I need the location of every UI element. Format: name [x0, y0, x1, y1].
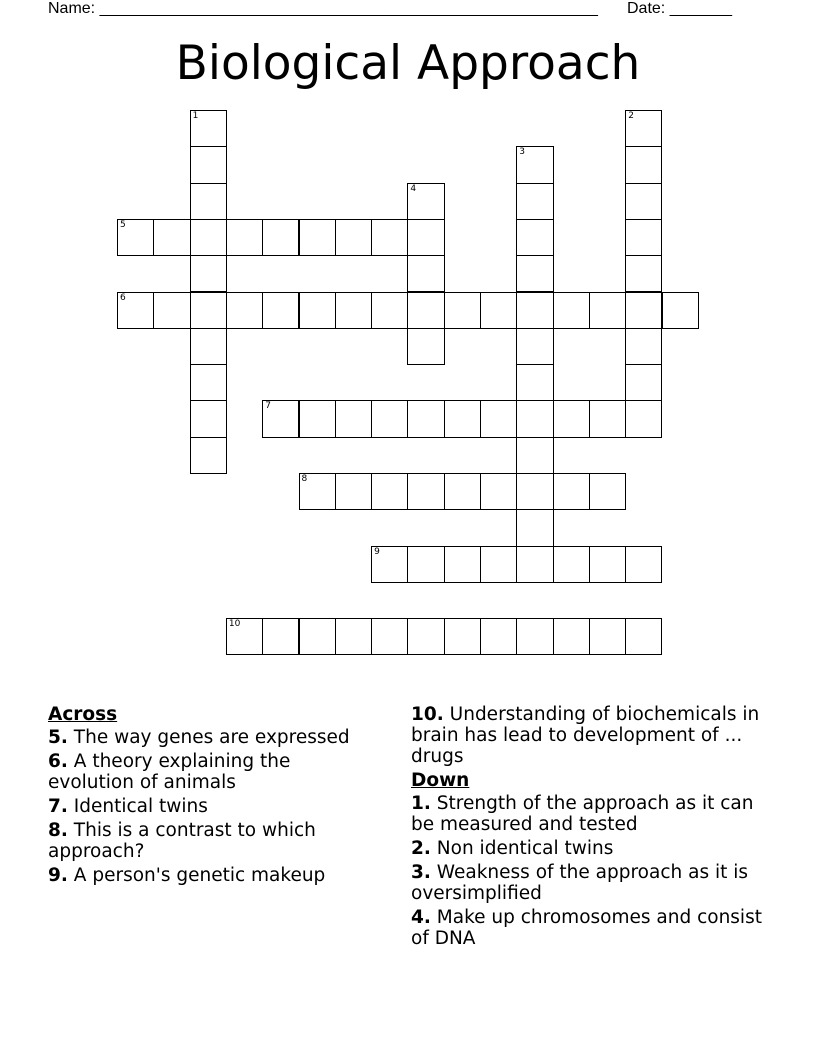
clue-number: 1.	[411, 793, 431, 814]
grid-cell[interactable]	[117, 292, 154, 329]
grid-cell[interactable]	[480, 473, 517, 510]
grid-cell[interactable]	[299, 292, 336, 329]
grid-cell[interactable]	[480, 618, 517, 655]
clue-number: 3.	[411, 862, 431, 883]
grid-cell[interactable]	[371, 473, 408, 510]
clue-across-7	[48, 796, 378, 817]
grid-cell[interactable]	[407, 328, 444, 365]
grid-cell[interactable]	[625, 292, 662, 329]
cell-number: 5	[120, 219, 126, 230]
clue-down-4	[411, 907, 771, 949]
cell-number: 6	[120, 292, 126, 303]
grid-cell[interactable]	[625, 110, 662, 147]
grid-cell[interactable]	[553, 400, 590, 437]
grid-cell[interactable]	[625, 618, 662, 655]
grid-cell[interactable]	[625, 183, 662, 220]
grid-cell[interactable]	[480, 400, 517, 437]
clues-column-right	[411, 704, 771, 952]
cell-number: 8	[301, 474, 308, 484]
clue-text: Non identical twins	[436, 838, 614, 859]
grid-cell[interactable]	[335, 219, 372, 256]
clue-text: Strength of the approach as it can be measured and tested	[411, 793, 754, 835]
clue-number: 10.	[411, 704, 444, 725]
grid-cell[interactable]	[299, 400, 336, 437]
grid-cell[interactable]	[553, 292, 590, 329]
grid-cell[interactable]	[226, 292, 263, 329]
clue-text: A person's genetic makeup	[73, 865, 326, 886]
grid-cell[interactable]	[190, 219, 227, 256]
clue-number: 7.	[48, 796, 68, 817]
grid-cell[interactable]	[190, 328, 227, 365]
clue-across-5	[48, 727, 378, 748]
grid-cell[interactable]	[407, 292, 444, 329]
grid-cell[interactable]	[407, 219, 444, 256]
grid-cell[interactable]	[262, 219, 299, 256]
grid-cell[interactable]	[190, 292, 227, 329]
grid-cell[interactable]	[516, 473, 553, 510]
grid-cell[interactable]	[299, 219, 336, 256]
grid-cell[interactable]	[407, 400, 444, 437]
grid-cell[interactable]	[407, 255, 444, 292]
clue-text: Make up chromosomes and consist of DNA	[411, 907, 762, 949]
grid-cell[interactable]	[371, 618, 408, 655]
clue-text: Identical twins	[73, 796, 208, 817]
grid-cell[interactable]	[190, 146, 227, 183]
grid-cell[interactable]	[299, 473, 336, 510]
grid-cell[interactable]	[516, 219, 553, 256]
clue-number: 5.	[48, 727, 68, 748]
grid-cell[interactable]	[371, 219, 408, 256]
grid-cell[interactable]	[516, 618, 553, 655]
grid-cell[interactable]	[335, 400, 372, 437]
grid-cell[interactable]	[516, 255, 553, 292]
clue-number: 6.	[48, 751, 68, 772]
grid-cell[interactable]	[190, 110, 227, 147]
clue-text: The way genes are expressed	[73, 727, 350, 748]
grid-cell[interactable]	[516, 437, 553, 474]
down-heading: Down	[411, 770, 470, 791]
grid-cell[interactable]	[625, 219, 662, 256]
cell-number: 9	[374, 546, 380, 557]
grid-cell[interactable]	[589, 546, 626, 583]
puzzle-title: Biological Approach	[175, 36, 641, 91]
clue-text: A theory explaining the evolution of animals	[48, 751, 291, 793]
grid-cell[interactable]	[335, 618, 372, 655]
grid-cell[interactable]	[226, 618, 263, 655]
grid-cell[interactable]	[407, 473, 444, 510]
grid-cell[interactable]	[407, 546, 444, 583]
grid-cell[interactable]	[117, 219, 154, 256]
clue-down-2	[411, 838, 771, 859]
clue-text: Weakness of the approach as it is oversimplified	[411, 862, 749, 904]
grid-cell[interactable]	[444, 618, 481, 655]
grid-cell[interactable]	[153, 219, 190, 256]
date-field-label: Date: _______	[627, 0, 732, 17]
cell-number: 1	[192, 111, 199, 121]
clue-text: Understanding of biochemicals in brain has lead to development of ... drugs	[411, 704, 760, 767]
grid-cell[interactable]	[226, 219, 263, 256]
grid-cell[interactable]	[444, 473, 481, 510]
grid-cell[interactable]	[625, 364, 662, 401]
cell-number: 2	[628, 111, 634, 121]
grid-cell[interactable]	[516, 292, 553, 329]
grid-cell[interactable]	[190, 183, 227, 220]
clue-number: 4.	[411, 907, 431, 928]
grid-cell[interactable]	[190, 364, 227, 401]
grid-cell[interactable]	[516, 328, 553, 365]
grid-cell[interactable]	[371, 400, 408, 437]
grid-cell[interactable]	[553, 546, 590, 583]
grid-cell[interactable]	[589, 292, 626, 329]
grid-cell[interactable]	[371, 546, 408, 583]
grid-cell[interactable]	[625, 546, 662, 583]
clue-down-1	[411, 793, 771, 835]
grid-cell[interactable]	[589, 400, 626, 437]
clue-across-10	[411, 704, 771, 767]
grid-cell[interactable]	[553, 618, 590, 655]
grid-cell[interactable]	[625, 255, 662, 292]
grid-cell[interactable]	[190, 437, 227, 474]
grid-cell[interactable]	[444, 400, 481, 437]
grid-cell[interactable]	[444, 292, 481, 329]
grid-cell[interactable]	[262, 618, 299, 655]
grid-cell[interactable]	[589, 473, 626, 510]
cell-number: 10	[228, 619, 241, 630]
grid-cell[interactable]	[262, 400, 299, 437]
grid-cell[interactable]	[516, 400, 553, 437]
grid-cell[interactable]	[190, 400, 227, 437]
clue-number: 9.	[48, 865, 68, 886]
grid-cell[interactable]	[589, 618, 626, 655]
grid-cell[interactable]	[516, 146, 553, 183]
grid-cell[interactable]	[335, 473, 372, 510]
grid-cell[interactable]	[625, 146, 662, 183]
grid-cell[interactable]	[190, 255, 227, 292]
grid-cell[interactable]	[299, 618, 336, 655]
grid-cell[interactable]	[335, 292, 372, 329]
grid-cell[interactable]	[516, 183, 553, 220]
grid-cell[interactable]	[625, 400, 662, 437]
grid-cell[interactable]	[407, 183, 444, 220]
grid-cell[interactable]	[516, 546, 553, 583]
cell-number: 7	[265, 401, 271, 412]
clue-across-8	[48, 820, 378, 862]
grid-cell[interactable]	[662, 292, 699, 329]
grid-cell[interactable]	[371, 292, 408, 329]
cell-number: 3	[519, 147, 526, 158]
clue-across-9	[48, 865, 378, 886]
grid-cell[interactable]	[625, 328, 662, 365]
grid-cell[interactable]	[262, 292, 299, 329]
grid-cell[interactable]	[444, 546, 481, 583]
clue-down-3	[411, 862, 771, 904]
clue-text: This is a contrast to which approach?	[48, 820, 316, 862]
clue-number: 2.	[411, 838, 431, 859]
grid-cell[interactable]	[480, 292, 517, 329]
grid-cell[interactable]	[516, 364, 553, 401]
clue-number: 8.	[48, 820, 68, 841]
name-field-label: Name: ________________________________________________________	[48, 0, 598, 17]
grid-cell[interactable]	[480, 546, 517, 583]
grid-cell[interactable]	[553, 473, 590, 510]
clues-column-left	[48, 704, 378, 889]
across-heading: Across	[48, 704, 118, 725]
cell-number: 4	[410, 183, 417, 194]
clue-across-6	[48, 751, 378, 793]
grid-cell[interactable]	[516, 509, 553, 546]
grid-cell[interactable]	[153, 292, 190, 329]
grid-cell[interactable]	[407, 618, 444, 655]
